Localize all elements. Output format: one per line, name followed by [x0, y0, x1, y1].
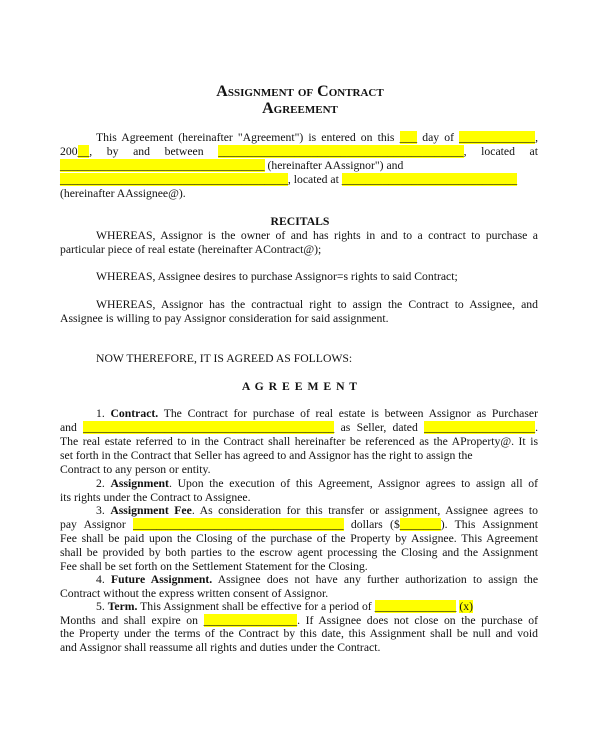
- document-line: [60, 145, 538, 159]
- document-line: [96, 270, 538, 284]
- document-line: [60, 463, 538, 477]
- text: The Contract for purchase of real estate is between Assignor as Purchaser: [158, 407, 539, 420]
- document-line: [60, 560, 538, 574]
- document-line: [60, 614, 538, 628]
- text: WHEREAS, Assignor has the contractual right to assign the Contract to Assignee, and: [96, 298, 538, 311]
- text: 5.: [96, 600, 108, 613]
- text: ,: [535, 131, 538, 144]
- text: its rights under the Contract to Assignee.: [60, 491, 251, 504]
- text: RECITALS: [270, 215, 330, 228]
- document-line: [96, 407, 538, 421]
- text: set forth in the Contract that Seller has agreed to and Assignor has the right to assign the: [60, 449, 473, 462]
- highlighted-text: (x): [459, 600, 473, 613]
- fill-in-blank[interactable]: _______________________________________: [60, 173, 288, 186]
- text: , located at: [463, 145, 538, 158]
- section-heading: Term.: [107, 600, 138, 613]
- text: Contract to any person or entity.: [60, 463, 211, 476]
- document-line: [60, 421, 538, 435]
- fill-in-blank[interactable]: ____________________________________: [133, 518, 344, 531]
- agreement-heading: [60, 380, 540, 394]
- document-line: [96, 352, 538, 366]
- fill-in-blank[interactable]: ___________________________________________: [83, 421, 335, 434]
- text: ). This Assignment: [440, 518, 538, 531]
- text: WHEREAS, Assignee desires to purchase Assignor=s rights to said Contract;: [96, 270, 458, 283]
- text: Assignee does not have any further authorization to assign the: [212, 573, 539, 586]
- text: 3.: [96, 504, 111, 517]
- text: (hereinafter AAssignee@).: [60, 187, 186, 200]
- document-line: [96, 573, 538, 587]
- section-heading: Contract.: [110, 407, 159, 420]
- text: . If Assignee does not close on the purchase of: [297, 614, 539, 627]
- document-line: [60, 243, 538, 257]
- text: (hereinafter AAssignor") and: [264, 159, 404, 172]
- document-line: [60, 641, 538, 655]
- text: . As consideration for this transfer or assignment, Assignee agrees to: [191, 504, 538, 517]
- recitals-heading: [60, 215, 540, 229]
- document-title: [60, 83, 540, 100]
- document-line: [60, 546, 538, 560]
- document-line: [60, 435, 538, 449]
- text: dollars ($: [343, 518, 400, 531]
- document-line: [96, 298, 538, 312]
- text: Agreement: [262, 100, 338, 117]
- text: , by and between: [89, 145, 219, 158]
- text: particular piece of real estate (hereinafter AContract@);: [60, 243, 322, 256]
- document-line: [60, 187, 538, 201]
- fill-in-blank[interactable]: ___: [399, 131, 418, 144]
- text: Assignee is willing to pay Assignor consideration for said assignment.: [60, 312, 389, 325]
- text: day of: [417, 131, 460, 144]
- text: 4.: [96, 573, 111, 586]
- text: Assignment of Contract: [216, 83, 384, 100]
- text: shall be provided by both parties to the escrow agent processing the Closing and the Assignment: [60, 546, 538, 559]
- section-heading: Future Assignment.: [111, 573, 213, 586]
- text: Months and shall expire on: [60, 614, 204, 627]
- document-line: [60, 491, 538, 505]
- text: pay Assignor: [60, 518, 134, 531]
- fill-in-blank[interactable]: ________________: [203, 614, 298, 627]
- text: as Seller, dated: [334, 421, 425, 434]
- document-line: [60, 312, 538, 326]
- text: Contract without the express written consent of Assignor.: [60, 587, 329, 600]
- document-title: [60, 100, 540, 117]
- document-line: [96, 477, 538, 491]
- fill-in-blank[interactable]: __: [77, 145, 90, 158]
- document-line: [60, 159, 538, 173]
- fill-in-blank[interactable]: _____________: [459, 131, 536, 144]
- text: 2.: [96, 477, 111, 490]
- document-line: [60, 587, 538, 601]
- text: WHEREAS, Assignor is the owner of and has rights in and to a contract to purchase a: [96, 229, 538, 242]
- fill-in-blank[interactable]: ______________________________: [341, 173, 518, 186]
- fill-in-blank[interactable]: _______: [399, 518, 441, 531]
- fill-in-blank[interactable]: ___________________________________: [60, 159, 265, 172]
- text: , located at: [287, 173, 342, 186]
- fill-in-blank[interactable]: ___________________: [424, 421, 536, 434]
- text: NOW THEREFORE, IT IS AGREED AS FOLLOWS:: [96, 352, 353, 365]
- document-line: [60, 532, 538, 546]
- fill-in-blank[interactable]: __________________________________________: [218, 145, 464, 158]
- section-heading: Assignment Fee: [110, 504, 192, 517]
- fill-in-blank[interactable]: ______________: [374, 600, 457, 613]
- text: and: [60, 421, 84, 434]
- text: the Property under the terms of the Contract by this date, this Assignment shall be null and void: [60, 627, 538, 640]
- document-line: [96, 504, 538, 518]
- document-line: [60, 627, 538, 641]
- text: Fee shall be paid upon the Closing of the purchase of the Property by Assignee. This Agreement: [60, 532, 538, 545]
- text: 200: [60, 145, 78, 158]
- text: Fee shall be set forth on the Settlement Statement for the Closing.: [60, 560, 368, 573]
- text: 1.: [96, 407, 111, 420]
- text: The real estate referred to in the Contract shall hereinafter be referenced as the AProperty@. It is: [60, 435, 538, 448]
- document-line: [60, 449, 538, 463]
- document-line: [60, 173, 538, 187]
- text: A G R E E M E N T: [241, 380, 359, 393]
- text: This Assignment shall be effective for a period of: [137, 600, 375, 613]
- document-line: [96, 131, 538, 145]
- section-heading: Assignment: [110, 477, 169, 490]
- text: This Agreement (hereinafter "Agreement") is entered on this: [96, 131, 400, 144]
- text: . Upon the execution of this Agreement, Assignor agrees to assign all of: [168, 477, 539, 490]
- document-line: [60, 518, 538, 532]
- document-line: [96, 600, 538, 614]
- text: and Assignor shall reassume all rights and duties under the Contract.: [60, 641, 381, 654]
- text: .: [535, 421, 539, 434]
- document-line: [96, 229, 538, 243]
